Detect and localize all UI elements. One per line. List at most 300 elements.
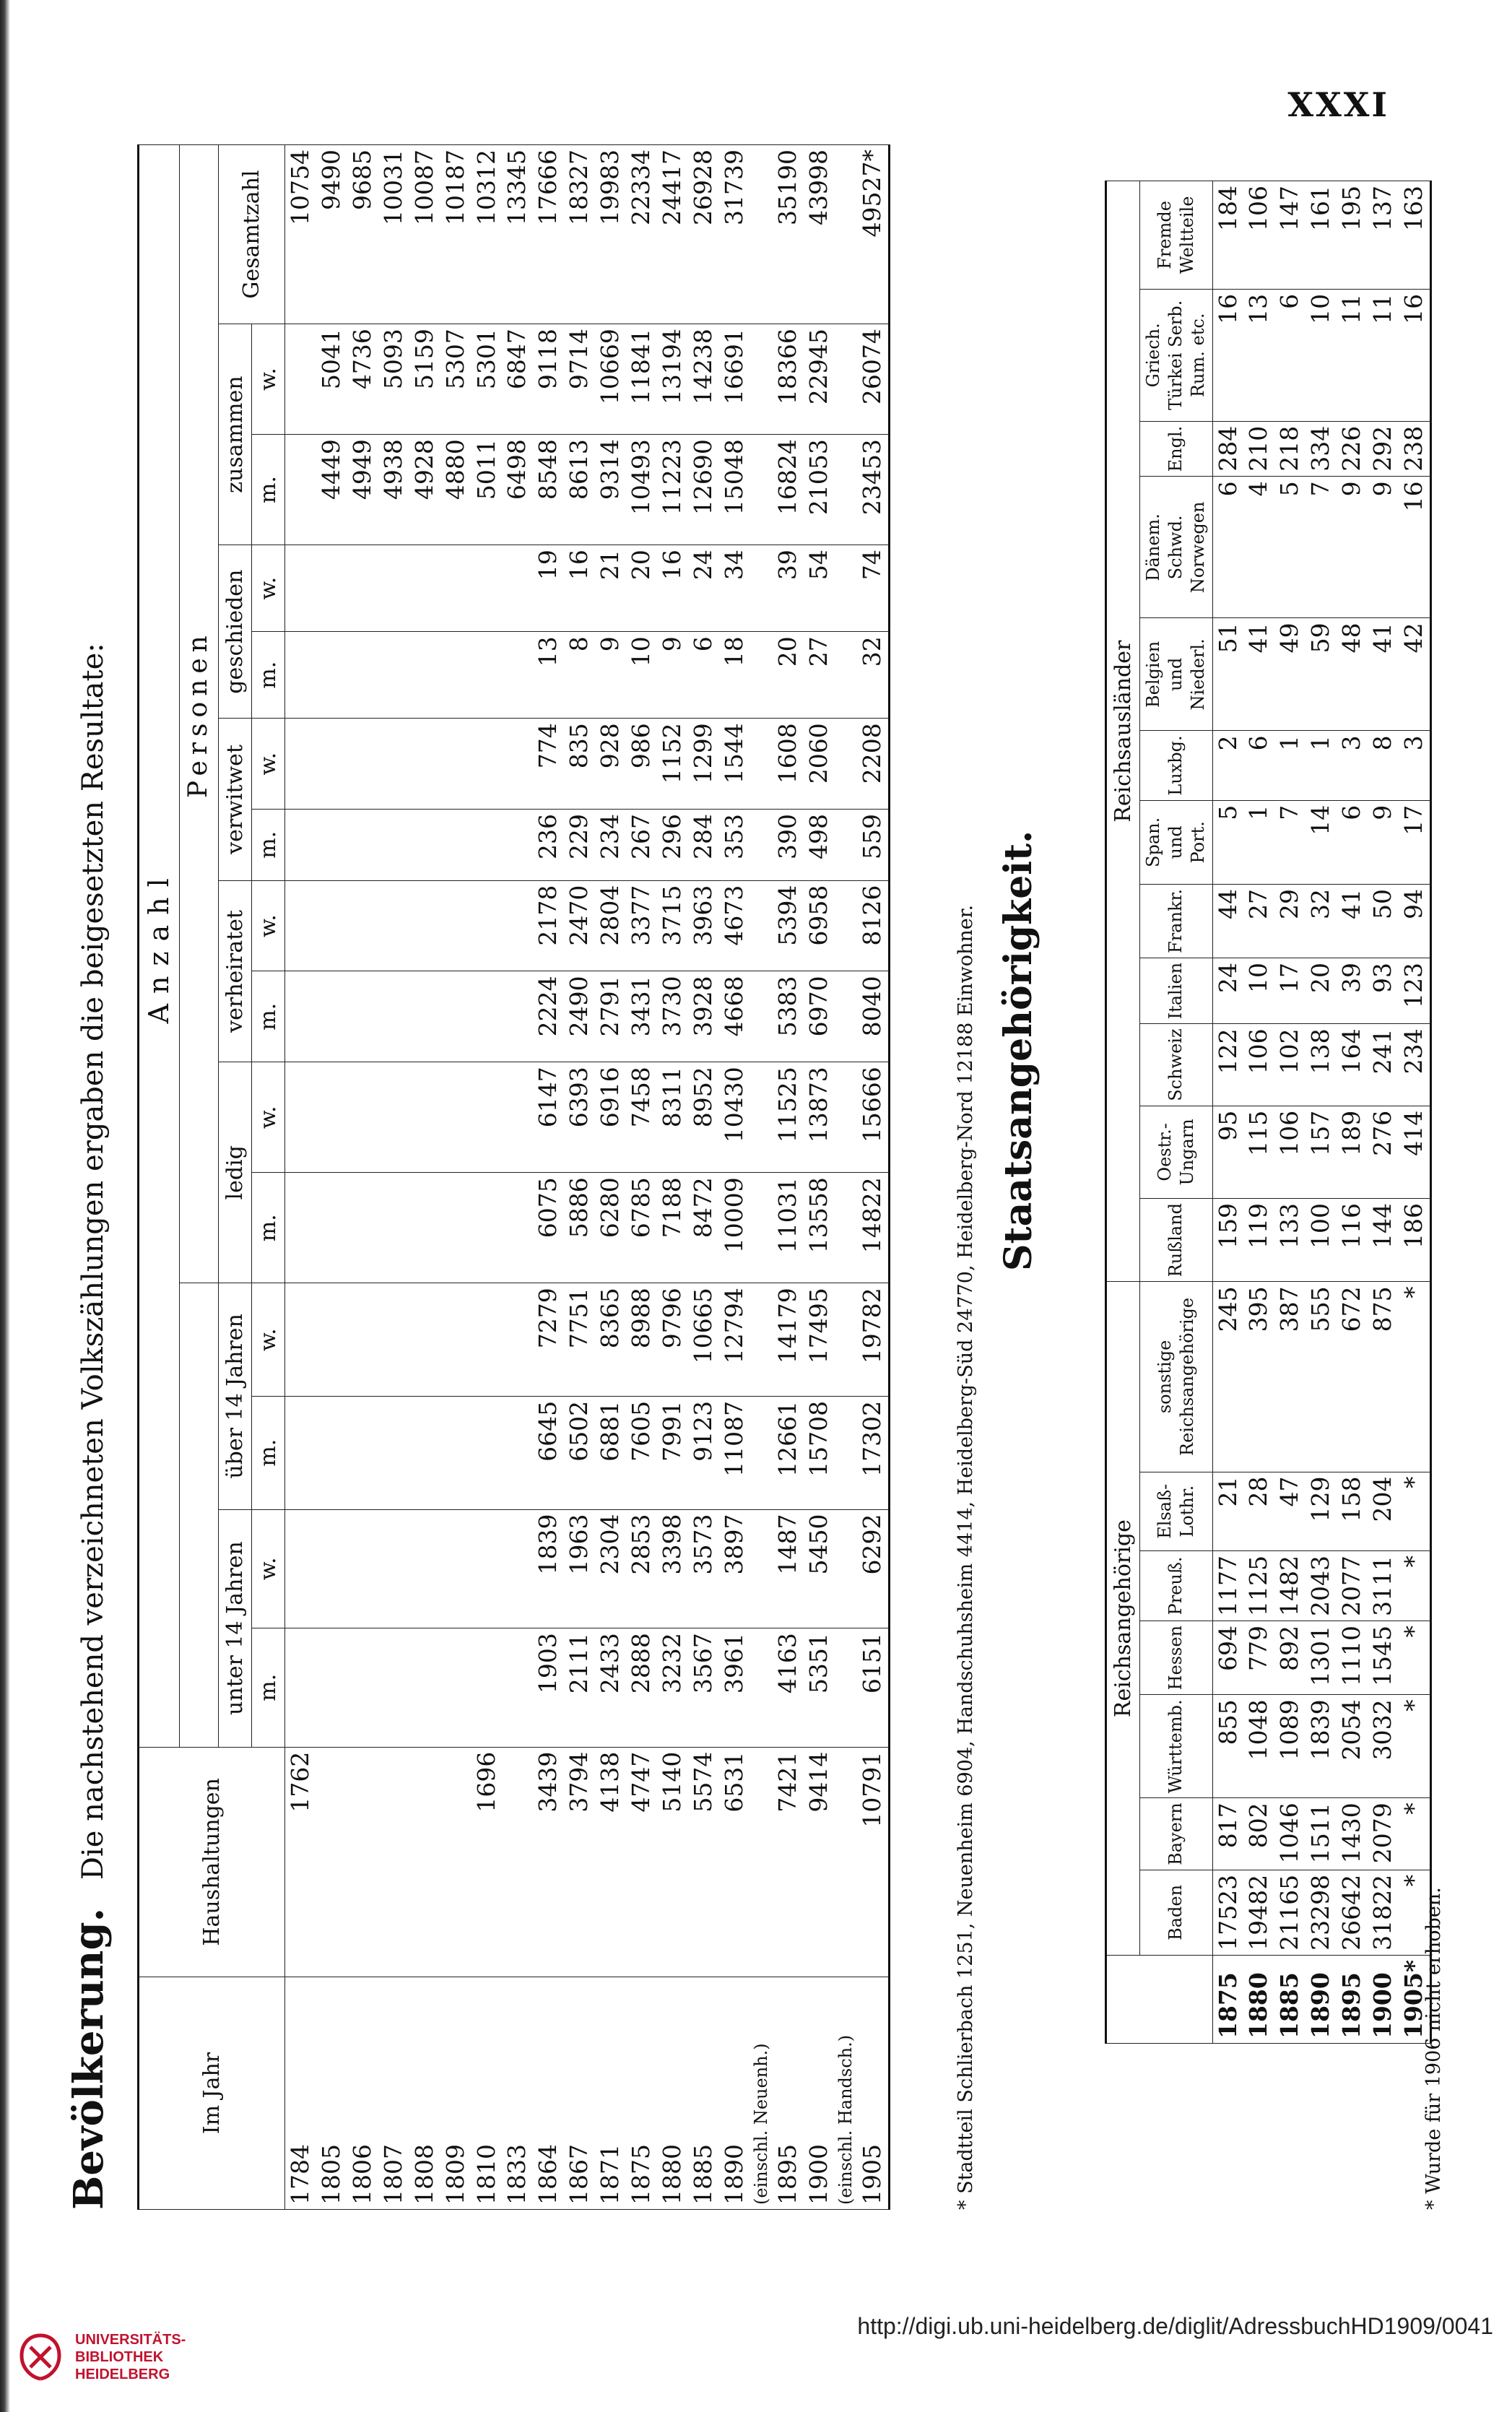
citizenship-header: Luxbg. bbox=[1140, 731, 1213, 800]
cell-vm: 3431 bbox=[626, 971, 657, 1062]
cell-o14w bbox=[502, 1283, 533, 1397]
cell-zw bbox=[750, 324, 773, 435]
cell-vm bbox=[835, 971, 857, 1062]
cell-zm: 9314 bbox=[595, 435, 626, 545]
cell-total: 31739 bbox=[719, 145, 750, 324]
cell-vm bbox=[750, 971, 773, 1062]
cell-year: 1864 bbox=[533, 1977, 564, 2210]
citizenship-header: Span. und Port. bbox=[1140, 800, 1213, 884]
cell-value: 106 bbox=[1243, 181, 1274, 290]
cell-lm bbox=[835, 1173, 857, 1283]
cell-value: 1511 bbox=[1305, 1798, 1337, 1870]
cell-gm bbox=[502, 632, 533, 719]
citizenship-header-row bbox=[1140, 181, 1213, 2044]
cell-total: 17666 bbox=[533, 145, 564, 324]
cell-value: 11 bbox=[1337, 289, 1368, 421]
cell-value: 16 bbox=[1212, 289, 1243, 421]
cell-value: 106 bbox=[1274, 1106, 1305, 1198]
population-footnote: * Stadtteil Schlierbach 1251, Neuenheim 6904, Handschuhsheim 4414, Heidelberg-Süd 24770, Heidelberg-Nord 12188 Einwohner. bbox=[955, 904, 977, 2210]
cell-gm bbox=[472, 632, 503, 719]
cell-vm bbox=[472, 971, 503, 1062]
cell-total: 22334 bbox=[626, 145, 657, 324]
cell-zm: 12690 bbox=[688, 435, 719, 545]
scan-edge bbox=[0, 0, 16, 2412]
table-row bbox=[688, 145, 719, 2210]
cell-value: 147 bbox=[1274, 181, 1305, 290]
sex-header-m: m. bbox=[252, 435, 285, 545]
source-url: http://digi.ub.uni-heidelberg.de/diglit/AdressbuchHD1909/0041 bbox=[857, 2313, 1493, 2339]
cell-value: 3032 bbox=[1368, 1695, 1399, 1798]
library-name-line2: BIBLIOTHEK bbox=[75, 2349, 164, 2365]
citizenship-header: Italien bbox=[1140, 958, 1213, 1023]
cell-value: 1301 bbox=[1305, 1621, 1337, 1694]
cell-value: 26642 bbox=[1337, 1870, 1368, 1955]
cell-value: * bbox=[1399, 1695, 1430, 1798]
cell-hh bbox=[378, 1747, 409, 1977]
cell-ww bbox=[378, 719, 409, 810]
cell-value: 48 bbox=[1337, 618, 1368, 731]
cell-vm: 2224 bbox=[533, 971, 564, 1062]
cell-gm: 27 bbox=[804, 632, 835, 719]
cell-gw bbox=[502, 545, 533, 632]
cell-zw: 5301 bbox=[472, 324, 503, 435]
cell-gw bbox=[750, 545, 773, 632]
cell-total: 10031 bbox=[378, 145, 409, 324]
cell-lw bbox=[347, 1062, 378, 1173]
cell-value: 1 bbox=[1274, 731, 1305, 800]
sex-header-w: w. bbox=[252, 1283, 285, 1397]
cell-wm: 234 bbox=[595, 810, 626, 881]
citizenship-header: Dänem. Schwd. Norwegen bbox=[1140, 477, 1213, 618]
cell-value: 226 bbox=[1337, 421, 1368, 477]
cell-lm: 8472 bbox=[688, 1173, 719, 1283]
cell-zm: 4449 bbox=[316, 435, 347, 545]
cell-o14w: 10665 bbox=[688, 1283, 719, 1397]
cell-lm bbox=[472, 1173, 503, 1283]
cell-hh: 5574 bbox=[688, 1747, 719, 1977]
sex-header-m: m. bbox=[252, 632, 285, 719]
cell-value: 292 bbox=[1368, 421, 1399, 477]
cell-gm: 10 bbox=[626, 632, 657, 719]
cell-value: 42 bbox=[1399, 618, 1430, 731]
cell-gm: 8 bbox=[564, 632, 595, 719]
table-row bbox=[773, 145, 804, 2210]
cell-value: 138 bbox=[1305, 1024, 1337, 1106]
cell-total: 49527* bbox=[857, 145, 889, 324]
cell-zm: 5011 bbox=[472, 435, 503, 545]
table-row bbox=[533, 145, 564, 2210]
cell-value: 2077 bbox=[1337, 1550, 1368, 1621]
cell-u14m: 5351 bbox=[804, 1628, 835, 1748]
cell-total bbox=[835, 145, 857, 324]
cell-value: 28 bbox=[1243, 1472, 1274, 1550]
cell-year: 1806 bbox=[347, 1977, 378, 2210]
population-table bbox=[137, 144, 890, 2210]
cell-o14m bbox=[750, 1396, 773, 1509]
cell-gm bbox=[285, 632, 316, 719]
cell-value: 3111 bbox=[1368, 1550, 1399, 1621]
cell-u14m bbox=[440, 1628, 472, 1748]
cell-vw bbox=[378, 880, 409, 971]
cell-value: 284 bbox=[1212, 421, 1243, 477]
cell-value: 395 bbox=[1243, 1282, 1274, 1472]
citizenship-table bbox=[1105, 181, 1432, 2044]
cell-gw: 20 bbox=[626, 545, 657, 632]
cell-u14m bbox=[316, 1628, 347, 1748]
cell-o14m: 12661 bbox=[773, 1396, 804, 1509]
cell-wm: 296 bbox=[657, 810, 688, 881]
cell-o14w: 7279 bbox=[533, 1283, 564, 1397]
cell-value: 5 bbox=[1274, 477, 1305, 618]
cell-value: 94 bbox=[1399, 885, 1430, 958]
cell-vw: 2178 bbox=[533, 880, 564, 971]
cell-value: 186 bbox=[1399, 1198, 1430, 1281]
cell-value: 1110 bbox=[1337, 1621, 1368, 1694]
cell-total: 9685 bbox=[347, 145, 378, 324]
cell-total: 26928 bbox=[688, 145, 719, 324]
cell-value: 116 bbox=[1337, 1198, 1368, 1281]
cell-value: 95 bbox=[1212, 1106, 1243, 1198]
cell-u14m bbox=[378, 1628, 409, 1748]
cell-lm: 5886 bbox=[564, 1173, 595, 1283]
cell-year: 1890 bbox=[719, 1977, 750, 2210]
cell-year: 1810 bbox=[472, 1977, 503, 2210]
citizenship-header: Bayern bbox=[1140, 1798, 1213, 1870]
cell-value: 210 bbox=[1243, 421, 1274, 477]
cell-year: 1880 bbox=[1243, 1955, 1274, 2043]
cell-hh bbox=[502, 1747, 533, 1977]
cell-ww: 1608 bbox=[773, 719, 804, 810]
cell-o14w bbox=[285, 1283, 316, 1397]
cell-value: 276 bbox=[1368, 1106, 1399, 1198]
table-row bbox=[750, 145, 773, 2210]
section-intro: Die nachstehend verzeichneten Volkszählungen ergaben die beigesetzten Resultate: bbox=[77, 643, 110, 1880]
cell-zm: 8548 bbox=[533, 435, 564, 545]
cell-value: 387 bbox=[1274, 1282, 1305, 1472]
cell-gw: 19 bbox=[533, 545, 564, 632]
cell-zw: 22945 bbox=[804, 324, 835, 435]
cell-hh: 4138 bbox=[595, 1747, 626, 1977]
cell-value: 10 bbox=[1243, 958, 1274, 1023]
cell-value: 6 bbox=[1274, 289, 1305, 421]
cell-ww: 1152 bbox=[657, 719, 688, 810]
table-row bbox=[409, 145, 440, 2210]
cell-value: 41 bbox=[1243, 618, 1274, 731]
cell-wm bbox=[472, 810, 503, 881]
cell-lm bbox=[378, 1173, 409, 1283]
cell-hh bbox=[316, 1747, 347, 1977]
cell-value: 555 bbox=[1305, 1282, 1337, 1472]
cell-hh bbox=[409, 1747, 440, 1977]
cell-vm bbox=[347, 971, 378, 1062]
cell-lm bbox=[750, 1173, 773, 1283]
cell-value: 13 bbox=[1243, 289, 1274, 421]
cell-vm bbox=[409, 971, 440, 1062]
cell-ww: 774 bbox=[533, 719, 564, 810]
cell-vw: 3715 bbox=[657, 880, 688, 971]
cell-ww bbox=[347, 719, 378, 810]
cell-vw: 6958 bbox=[804, 880, 835, 971]
cell-o14m bbox=[472, 1396, 503, 1509]
cell-year: 1880 bbox=[657, 1977, 688, 2210]
cell-u14m bbox=[502, 1628, 533, 1748]
cell-value: 158 bbox=[1337, 1472, 1368, 1550]
cell-o14m: 6645 bbox=[533, 1396, 564, 1509]
cell-value: 3 bbox=[1399, 731, 1430, 800]
cell-hh: 4747 bbox=[626, 1747, 657, 1977]
library-logo bbox=[16, 2331, 186, 2383]
cell-year: 1895 bbox=[773, 1977, 804, 2210]
cell-lw: 15666 bbox=[857, 1062, 889, 1173]
cell-o14m bbox=[347, 1396, 378, 1509]
cell-hh: 10791 bbox=[857, 1747, 889, 1977]
col-households: Haushaltungen bbox=[139, 1747, 285, 1977]
cell-year: (einschl. Neuenh.) bbox=[750, 1977, 773, 2210]
cell-gw bbox=[472, 545, 503, 632]
cell-value: 1125 bbox=[1243, 1550, 1274, 1621]
cell-value: 50 bbox=[1368, 885, 1399, 958]
cell-value: 21 bbox=[1212, 1472, 1243, 1550]
cell-lw bbox=[409, 1062, 440, 1173]
cell-zw: 9118 bbox=[533, 324, 564, 435]
cell-value: 44 bbox=[1212, 885, 1243, 958]
cell-lm: 13558 bbox=[804, 1173, 835, 1283]
cell-wm bbox=[347, 810, 378, 881]
cell-gw: 34 bbox=[719, 545, 750, 632]
table-row bbox=[472, 145, 503, 2210]
cell-u14w: 1963 bbox=[564, 1509, 595, 1628]
cell-wm: 236 bbox=[533, 810, 564, 881]
cell-value: 1089 bbox=[1274, 1695, 1305, 1798]
cell-ww: 928 bbox=[595, 719, 626, 810]
table-row bbox=[719, 145, 750, 2210]
cell-lm bbox=[347, 1173, 378, 1283]
cell-zm: 21053 bbox=[804, 435, 835, 545]
cell-gm: 32 bbox=[857, 632, 889, 719]
cell-lw bbox=[285, 1062, 316, 1173]
table-row bbox=[1399, 181, 1430, 2044]
cell-vm: 2791 bbox=[595, 971, 626, 1062]
cell-value: 6 bbox=[1212, 477, 1243, 618]
cell-value: 4 bbox=[1243, 477, 1274, 618]
cell-value: 334 bbox=[1305, 421, 1337, 477]
cell-gw: 24 bbox=[688, 545, 719, 632]
cell-value: * bbox=[1399, 1550, 1430, 1621]
sex-header-m: m. bbox=[252, 971, 285, 1062]
cell-u14w: 3573 bbox=[688, 1509, 719, 1628]
cell-value: 672 bbox=[1337, 1282, 1368, 1472]
cell-value: 144 bbox=[1368, 1198, 1399, 1281]
cell-zm: 10493 bbox=[626, 435, 657, 545]
cell-value: 5 bbox=[1212, 800, 1243, 884]
sex-header-w: w. bbox=[252, 545, 285, 632]
cell-u14m bbox=[472, 1628, 503, 1748]
citizenship-header: Württemb. bbox=[1140, 1695, 1213, 1798]
cell-u14w bbox=[750, 1509, 773, 1628]
cell-value: 1 bbox=[1243, 800, 1274, 884]
hdr-over14: über 14 Jahren bbox=[219, 1283, 252, 1509]
citizenship-header: Oestr.-Ungarn bbox=[1140, 1106, 1213, 1198]
table-row bbox=[1305, 181, 1337, 2044]
cell-vm: 6970 bbox=[804, 971, 835, 1062]
cell-gm: 9 bbox=[595, 632, 626, 719]
citizenship-header: Fremde Weltteile bbox=[1140, 181, 1213, 290]
cell-ww: 2060 bbox=[804, 719, 835, 810]
hdr-ledig: ledig bbox=[219, 1062, 252, 1283]
cell-year: 1905* bbox=[1399, 1955, 1430, 2043]
cell-vw bbox=[409, 880, 440, 971]
cell-u14w bbox=[285, 1509, 316, 1628]
cell-vw: 3963 bbox=[688, 880, 719, 971]
cell-value: 59 bbox=[1305, 618, 1337, 731]
cell-value: 6 bbox=[1337, 800, 1368, 884]
cell-o14w bbox=[409, 1283, 440, 1397]
citizenship-header: Baden bbox=[1140, 1870, 1213, 1955]
cell-hh: 1696 bbox=[472, 1747, 503, 1977]
population-rows bbox=[285, 145, 889, 2210]
cell-lw: 10430 bbox=[719, 1062, 750, 1173]
sex-header-w: w. bbox=[252, 719, 285, 810]
cell-wm: 229 bbox=[564, 810, 595, 881]
cell-ww: 1299 bbox=[688, 719, 719, 810]
cell-o14w bbox=[835, 1283, 857, 1397]
cell-value: 2054 bbox=[1337, 1695, 1368, 1798]
cell-zw: 10669 bbox=[595, 324, 626, 435]
cell-zw: 16691 bbox=[719, 324, 750, 435]
cell-gw: 16 bbox=[657, 545, 688, 632]
cell-value: 17523 bbox=[1212, 1870, 1243, 1955]
cell-zm: 16824 bbox=[773, 435, 804, 545]
cell-gm: 9 bbox=[657, 632, 688, 719]
group-reich: Reichsangehörige bbox=[1106, 1282, 1140, 1956]
cell-year: 1784 bbox=[285, 1977, 316, 2210]
cell-u14w: 1487 bbox=[773, 1509, 804, 1628]
cell-u14w: 2304 bbox=[595, 1509, 626, 1628]
library-emblem-icon bbox=[16, 2333, 65, 2382]
cell-value: 100 bbox=[1305, 1198, 1337, 1281]
cell-value: 164 bbox=[1337, 1024, 1368, 1106]
cell-value: 1046 bbox=[1274, 1798, 1305, 1870]
cell-vw: 8126 bbox=[857, 880, 889, 971]
cell-zw: 11841 bbox=[626, 324, 657, 435]
hdr-under14: unter 14 Jahren bbox=[219, 1509, 252, 1747]
cell-vm bbox=[316, 971, 347, 1062]
cell-u14w bbox=[835, 1509, 857, 1628]
cell-vm bbox=[285, 971, 316, 1062]
cell-vw bbox=[316, 880, 347, 971]
table-row bbox=[1368, 181, 1399, 2044]
cell-value: 8 bbox=[1368, 731, 1399, 800]
cell-gw bbox=[440, 545, 472, 632]
cell-o14w bbox=[440, 1283, 472, 1397]
cell-value: 31822 bbox=[1368, 1870, 1399, 1955]
cell-zm: 6498 bbox=[502, 435, 533, 545]
cell-lw bbox=[835, 1062, 857, 1173]
cell-u14m: 1903 bbox=[533, 1628, 564, 1748]
cell-value: 9 bbox=[1368, 800, 1399, 884]
sex-header-w: w. bbox=[252, 324, 285, 435]
cell-value: 855 bbox=[1212, 1695, 1243, 1798]
sex-header-w: w. bbox=[252, 1062, 285, 1173]
cell-u14m: 6151 bbox=[857, 1628, 889, 1748]
citizenship-footnote: * Wurde für 1906 nicht erhoben. bbox=[1422, 1887, 1445, 2210]
cell-value: 39 bbox=[1337, 958, 1368, 1023]
cell-vm bbox=[440, 971, 472, 1062]
cell-gm bbox=[378, 632, 409, 719]
cell-zw: 26074 bbox=[857, 324, 889, 435]
cell-lm bbox=[285, 1173, 316, 1283]
cell-vw bbox=[347, 880, 378, 971]
cell-value: 29 bbox=[1274, 885, 1305, 958]
cell-o14m: 17302 bbox=[857, 1396, 889, 1509]
cell-lw: 13873 bbox=[804, 1062, 835, 1173]
cell-lm: 7188 bbox=[657, 1173, 688, 1283]
cell-vm: 2490 bbox=[564, 971, 595, 1062]
table-row bbox=[804, 145, 835, 2210]
cell-wm: 390 bbox=[773, 810, 804, 881]
col-year: Im Jahr bbox=[139, 1977, 285, 2210]
cell-value: 102 bbox=[1274, 1024, 1305, 1106]
cell-year: 1809 bbox=[440, 1977, 472, 2210]
cell-value: 21165 bbox=[1274, 1870, 1305, 1955]
library-name-line3: HEIDELBERG bbox=[75, 2367, 170, 2382]
cell-ww bbox=[285, 719, 316, 810]
table-row bbox=[1274, 181, 1305, 2044]
cell-o14w: 8365 bbox=[595, 1283, 626, 1397]
cell-value: 20 bbox=[1305, 958, 1337, 1023]
cell-wm: 498 bbox=[804, 810, 835, 881]
cell-o14w: 19782 bbox=[857, 1283, 889, 1397]
cell-lw: 7458 bbox=[626, 1062, 657, 1173]
cell-o14m bbox=[440, 1396, 472, 1509]
cell-value: 234 bbox=[1399, 1024, 1430, 1106]
cell-zm bbox=[285, 435, 316, 545]
cell-value: 694 bbox=[1212, 1621, 1243, 1694]
cell-value: * bbox=[1399, 1621, 1430, 1694]
cell-lw: 6916 bbox=[595, 1062, 626, 1173]
cell-zw: 9714 bbox=[564, 324, 595, 435]
cell-value: * bbox=[1399, 1472, 1430, 1550]
cell-u14w bbox=[440, 1509, 472, 1628]
cell-value: 93 bbox=[1368, 958, 1399, 1023]
cell-lw: 11525 bbox=[773, 1062, 804, 1173]
cell-year: (einschl. Handsch.) bbox=[835, 1977, 857, 2210]
cell-value: 47 bbox=[1274, 1472, 1305, 1550]
cell-value: 17 bbox=[1274, 958, 1305, 1023]
cell-total: 10187 bbox=[440, 145, 472, 324]
cell-o14w bbox=[472, 1283, 503, 1397]
cell-o14m bbox=[835, 1396, 857, 1509]
citizenship-header: Rußland bbox=[1140, 1198, 1213, 1281]
cell-total: 43998 bbox=[804, 145, 835, 324]
table-row bbox=[502, 145, 533, 2210]
cell-ww: 1544 bbox=[719, 719, 750, 810]
cell-lm bbox=[440, 1173, 472, 1283]
table-row bbox=[835, 145, 857, 2210]
cell-o14w bbox=[378, 1283, 409, 1397]
table-row bbox=[1212, 181, 1243, 2044]
cell-value: 218 bbox=[1274, 421, 1305, 477]
cell-vw: 2470 bbox=[564, 880, 595, 971]
table-row bbox=[857, 145, 889, 2210]
cell-lw bbox=[750, 1062, 773, 1173]
rotated-page-content bbox=[65, 144, 1466, 2210]
cell-lm: 11031 bbox=[773, 1173, 804, 1283]
cell-value: 16 bbox=[1399, 289, 1430, 421]
cell-lm bbox=[409, 1173, 440, 1283]
cell-zw bbox=[835, 324, 857, 435]
citizenship-header: Preuß. bbox=[1140, 1550, 1213, 1621]
